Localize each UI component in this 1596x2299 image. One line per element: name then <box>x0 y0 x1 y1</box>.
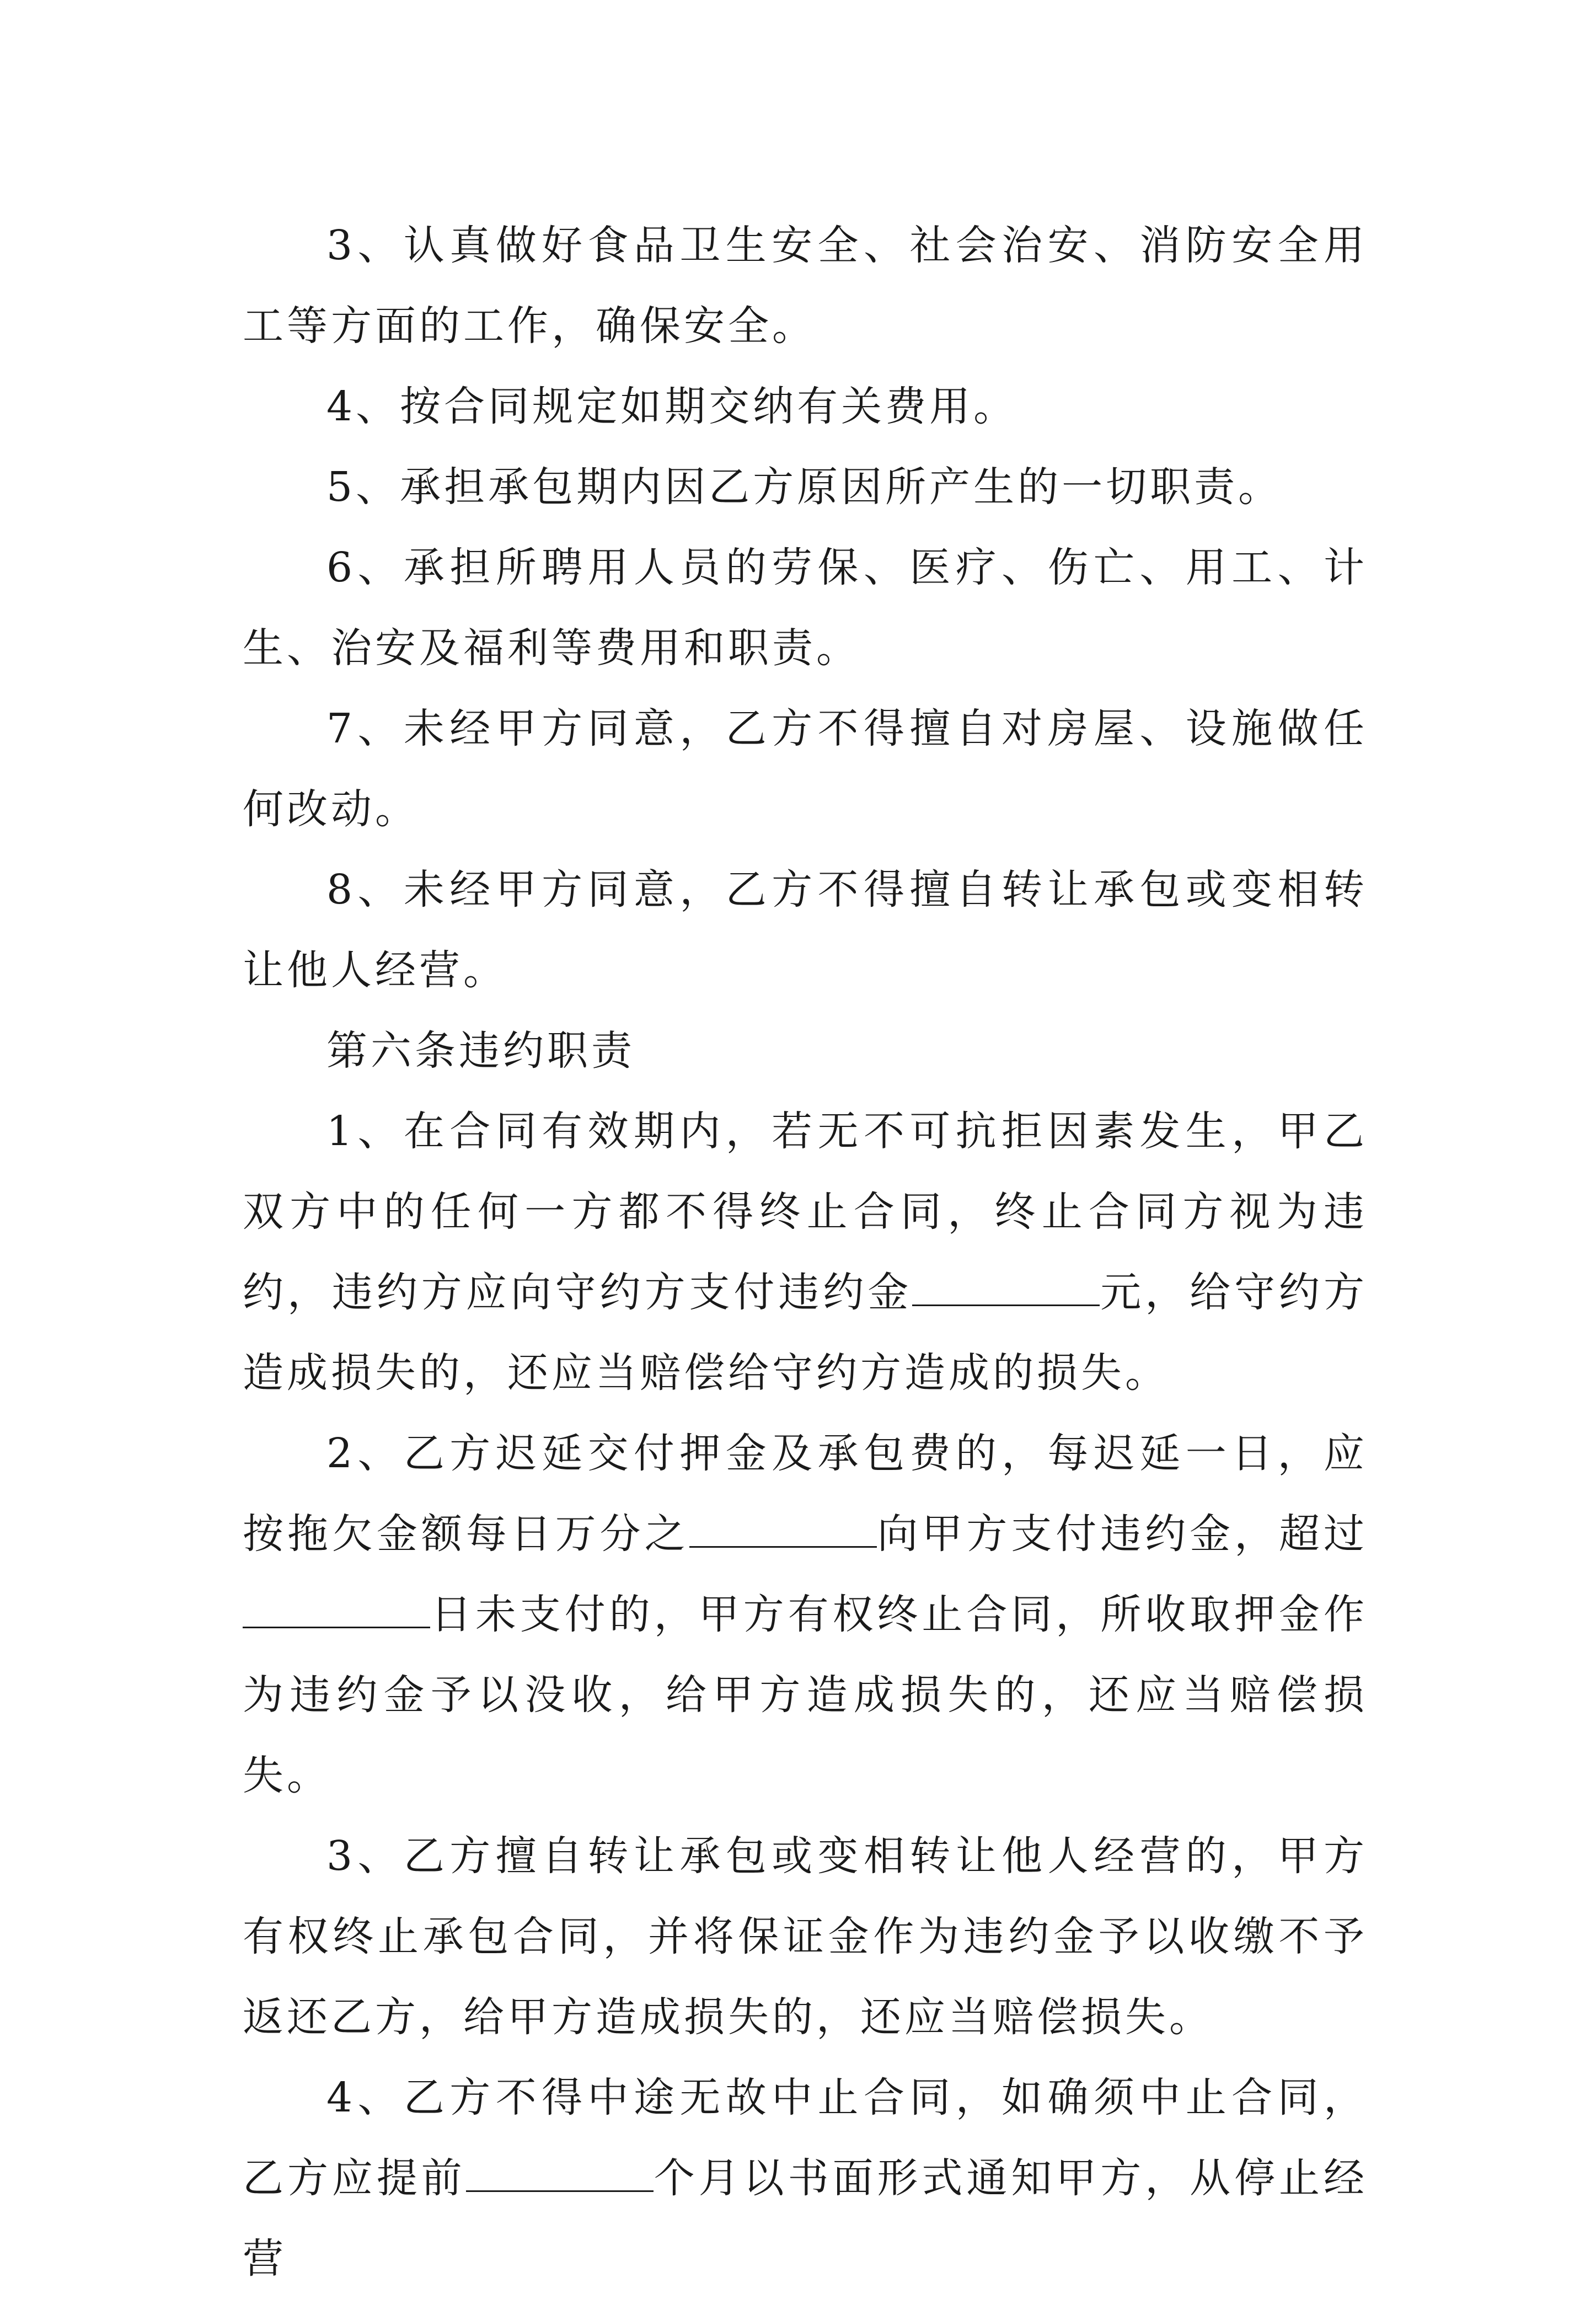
clause-item-8: 8、未经甲方同意，乙方不得擅自转让承包或变相转让他人经营。 <box>243 866 1368 994</box>
fill-in-blank <box>689 1505 877 1548</box>
clause-item-5: 5、承担承包期内因乙方原因所产生的一切职责。 <box>326 463 1283 511</box>
breach-clause-4-text-a: 4、乙方不得中途无故中止合同，如确须中止合同，乙方应提前 <box>243 2074 1368 2202</box>
breach-clause-1-text-b: 元，给守约方造成损失的，还应当赔偿给守约方造成的损失。 <box>243 1269 1368 1397</box>
breach-clause-1 <box>243 1091 1368 1413</box>
breach-clause-2 <box>243 1413 1368 1816</box>
clause-item-6: 6、承担所聘用人员的劳保、医疗、伤亡、用工、计生、治安及福利等费用和职责。 <box>243 544 1368 672</box>
clause-item-3: 3、认真做好食品卫生安全、社会治安、消防安全用工等方面的工作，确保安全。 <box>243 222 1368 350</box>
breach-clause-2-text-a: 2、乙方迟延交付押金及承包费的，每迟延一日，应按拖欠金额每日万分之 <box>243 1430 1368 1558</box>
breach-clause-1-text-a: 1、在合同有效期内，若无不可抗拒因素发生，甲乙双方中的任何一方都不得终止合同，终止合同方视为违约，违约方应向守约方支付违约金 <box>243 1108 1368 1316</box>
breach-clause-4 <box>243 2057 1368 2299</box>
section-heading: 第六条违约职责 <box>326 1027 635 1074</box>
breach-clause-2-text-c: 日未支付的，甲方有权终止合同，所收取押金作为违约金予以没收，给甲方造成损失的，还应当赔偿损失。 <box>243 1591 1368 1799</box>
clause-item-7: 7、未经甲方同意，乙方不得擅自对房屋、设施做任何改动。 <box>243 705 1368 833</box>
breach-clause-3: 3、乙方擅自转让承包或变相转让他人经营的，甲方有权终止承包合同，并将保证金作为违约金予以收缴不予返还乙方，给甲方造成损失的，还应当赔偿损失。 <box>243 1832 1368 2041</box>
breach-clause-4-text-b: 个月以书面形式通知甲方，从停止经营 <box>243 2154 1368 2282</box>
document-body <box>243 205 1368 2299</box>
fill-in-blank <box>243 1586 430 1628</box>
fill-in-blank <box>466 2150 654 2192</box>
fill-in-blank <box>912 1264 1100 1306</box>
clause-item-4: 4、按合同规定如期交纳有关费用。 <box>326 383 1018 430</box>
breach-clause-2-text-b: 向甲方支付违约金，超过 <box>876 1510 1368 1558</box>
